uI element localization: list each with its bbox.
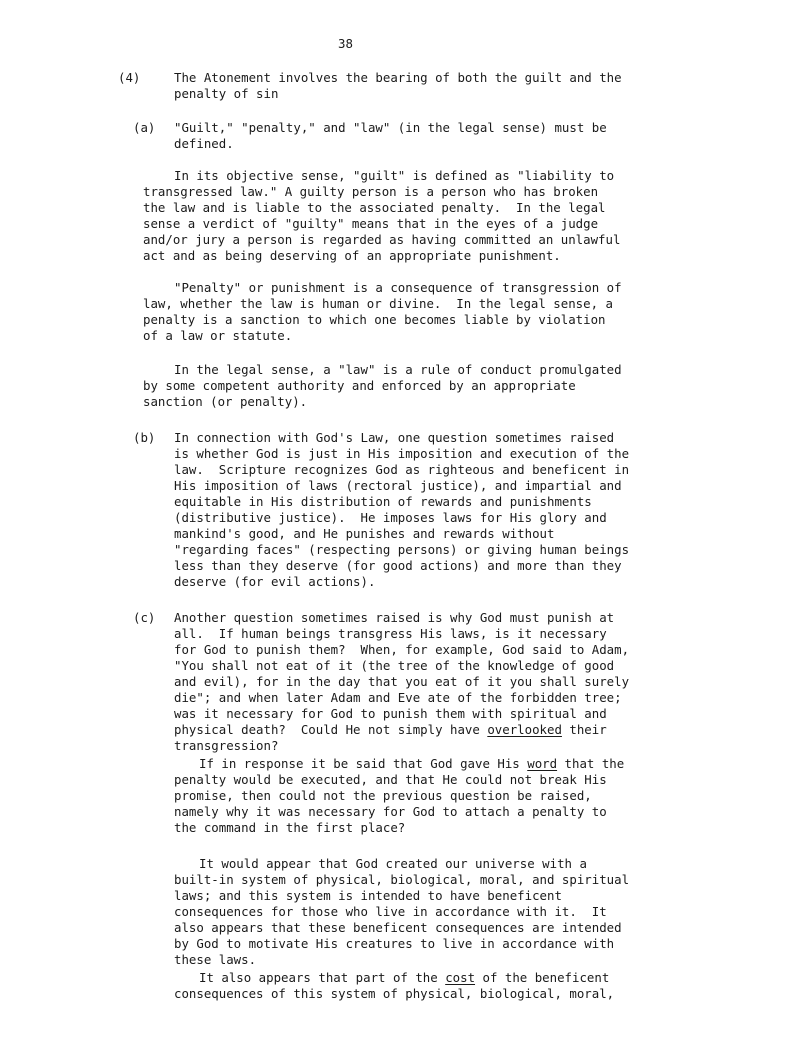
response-line: promise, then could not the previous question be raised, xyxy=(174,788,592,803)
guilt-paragraph-line: the law and is liable to the associated penalty. In the legal xyxy=(143,200,606,215)
universe-paragraph-line: It would appear that God created our universe with a xyxy=(199,856,587,871)
law-paragraph-line: In the legal sense, a "law" is a rule of conduct promulgated xyxy=(174,362,622,377)
item-a-line: "Guilt," "penalty," and "law" (in the legal sense) must be xyxy=(174,120,607,135)
penalty-paragraph-line: of a law or statute. xyxy=(143,328,293,343)
item-b-line: law. Scripture recognizes God as righteous and beneficent in xyxy=(174,462,630,477)
law-paragraph-line: by some competent authority and enforced by an appropriate xyxy=(143,378,576,393)
guilt-paragraph-line: transgressed law." A guilty person is a person who has broken xyxy=(143,184,599,199)
item-c-line: and evil), for in the day that you eat of it you shall surely xyxy=(174,674,630,689)
law-paragraph-line: sanction (or penalty). xyxy=(143,394,308,409)
item-b-line: less than they deserve (for good actions) and more than they xyxy=(174,558,622,573)
universe-paragraph-line: also appears that these beneficent consequences are intended xyxy=(174,920,622,935)
page-number: 38 xyxy=(338,36,353,51)
underlined-word-word: word xyxy=(527,756,558,771)
universe-paragraph-line: by God to motivate His creatures to live in accordance with xyxy=(174,936,615,951)
item-c-text: their xyxy=(561,722,607,737)
item-c-text: physical death? Could He not simply have xyxy=(174,722,488,737)
item-a-line: defined. xyxy=(174,136,234,151)
item-c-line: die"; and when later Adam and Eve ate of the forbidden tree; xyxy=(174,690,622,705)
penalty-paragraph-line: penalty is a sanction to which one becomes liable by violation xyxy=(143,312,606,327)
section-4-line: penalty of sin xyxy=(174,86,279,101)
item-b-line: deserve (for evil actions). xyxy=(174,574,376,589)
item-a-marker: (a) xyxy=(133,120,156,135)
universe-paragraph-line: consequences for those who live in accordance with it. It xyxy=(174,904,607,919)
response-line: namely why it was necessary for God to attach a penalty to xyxy=(174,804,607,819)
guilt-paragraph-line: act and as being deserving of an appropriate punishment. xyxy=(143,248,561,263)
response-line: the command in the first place? xyxy=(174,820,406,835)
universe-paragraph-line: these laws. xyxy=(174,952,257,967)
section-4-line: The Atonement involves the bearing of both the guilt and the xyxy=(174,70,622,85)
item-b-line: "regarding faces" (respecting persons) or giving human beings xyxy=(174,542,630,557)
guilt-paragraph-line: and/or jury a person is regarded as having committed an unlawful xyxy=(143,232,621,247)
cost-paragraph-line xyxy=(199,970,609,986)
response-line: penalty would be executed, and that He could not break His xyxy=(174,772,607,787)
item-b-line: His imposition of laws (rectoral justice), and impartial and xyxy=(174,478,622,493)
item-c-line: transgression? xyxy=(174,738,279,753)
guilt-paragraph-line: In its objective sense, "guilt" is defined as "liability to xyxy=(174,168,615,183)
item-c-line: Another question sometimes raised is why God must punish at xyxy=(174,610,615,625)
item-c-line: "You shall not eat of it (the tree of the knowledge of good xyxy=(174,658,615,673)
item-c-line: was it necessary for God to punish them with spiritual and xyxy=(174,706,607,721)
response-text: that the xyxy=(557,756,625,771)
item-b-line: equitable in His distribution of rewards and punishments xyxy=(174,494,592,509)
section-4-marker: (4) xyxy=(118,70,141,85)
universe-paragraph-line: laws; and this system is intended to have beneficent xyxy=(174,888,562,903)
item-b-marker: (b) xyxy=(133,430,156,445)
cost-text: It also appears that part of the xyxy=(199,970,446,985)
item-b-line: In connection with God's Law, one question sometimes raised xyxy=(174,430,615,445)
item-c-marker: (c) xyxy=(133,610,156,625)
item-c-line: for God to punish them? When, for example, God said to Adam, xyxy=(174,642,630,657)
penalty-paragraph-line: "Penalty" or punishment is a consequence of transgression of xyxy=(174,280,622,295)
underlined-word-overlooked: overlooked xyxy=(487,722,562,737)
response-text: If in response it be said that God gave His xyxy=(199,756,528,771)
universe-paragraph-line: built-in system of physical, biological, moral, and spiritual xyxy=(174,872,630,887)
item-c-line: all. If human beings transgress His laws, is it necessary xyxy=(174,626,607,641)
penalty-paragraph-line: law, whether the law is human or divine. In the legal sense, a xyxy=(143,296,613,311)
underlined-word-cost: cost xyxy=(445,970,476,985)
response-line xyxy=(199,756,624,772)
guilt-paragraph-line: sense a verdict of "guilty" means that in the eyes of a judge xyxy=(143,216,599,231)
item-b-line: mankind's good, and He punishes and rewards without xyxy=(174,526,555,541)
item-b-line: is whether God is just in His imposition and execution of the xyxy=(174,446,630,461)
item-c-line xyxy=(174,722,607,738)
cost-paragraph-line: consequences of this system of physical, biological, moral, xyxy=(174,986,615,1001)
item-b-line: (distributive justice). He imposes laws for His glory and xyxy=(174,510,607,525)
cost-text: of the beneficent xyxy=(475,970,610,985)
